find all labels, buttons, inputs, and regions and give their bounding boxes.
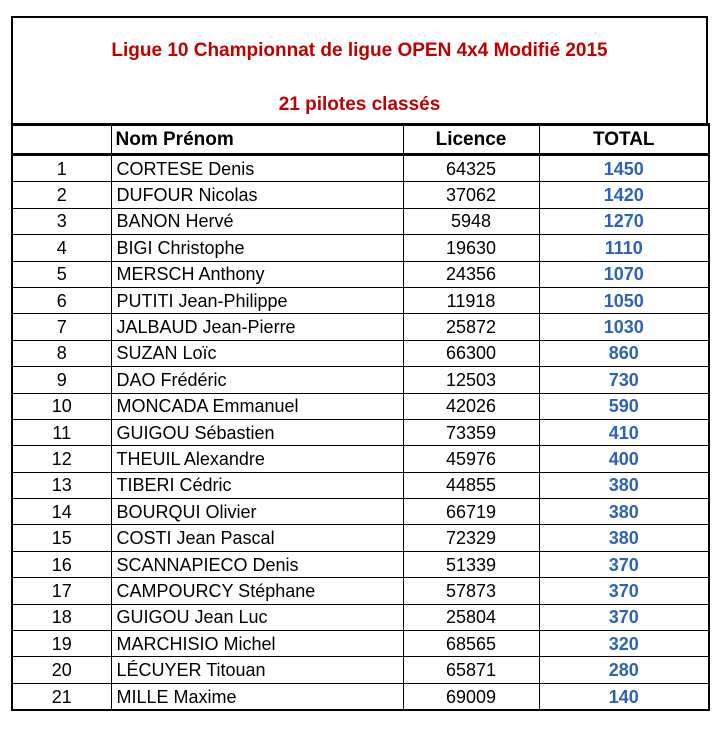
rank-cell: 2 [12, 182, 111, 208]
table-row [12, 631, 709, 657]
ranking-table [11, 123, 710, 711]
rank-cell: 9 [12, 367, 111, 393]
licence-cell: 25804 [403, 604, 539, 630]
rank-cell: 16 [12, 551, 111, 577]
table-row [12, 472, 709, 498]
name-cell: PUTITI Jean-Philippe [111, 287, 403, 313]
name-cell: BANON Hervé [111, 208, 403, 234]
name-cell: JALBAUD Jean-Pierre [111, 314, 403, 340]
licence-cell: 24356 [403, 261, 539, 287]
licence-cell: 5948 [403, 208, 539, 234]
championship-title: Ligue 10 Championnat de ligue OPEN 4x4 Modifié 2015 [111, 40, 608, 61]
table-row [12, 446, 709, 472]
licence-cell: 19630 [403, 235, 539, 261]
licence-cell: 72329 [403, 525, 539, 551]
table-row [12, 287, 709, 313]
total-cell: 410 [539, 419, 709, 445]
licence-cell: 69009 [403, 683, 539, 710]
rank-cell: 19 [12, 631, 111, 657]
table-header-row [12, 125, 709, 155]
rank-cell: 20 [12, 657, 111, 683]
licence-cell: 12503 [403, 367, 539, 393]
table-row [12, 393, 709, 419]
rank-cell: 21 [12, 683, 111, 710]
total-cell: 860 [539, 340, 709, 366]
rank-cell: 10 [12, 393, 111, 419]
total-cell: 370 [539, 604, 709, 630]
total-cell: 1030 [539, 314, 709, 340]
name-cell: SCANNAPIECO Denis [111, 551, 403, 577]
licence-cell: 37062 [403, 182, 539, 208]
total-cell: 730 [539, 367, 709, 393]
table-row [12, 155, 709, 182]
name-cell: DAO Frédéric [111, 367, 403, 393]
rank-cell: 15 [12, 525, 111, 551]
rank-cell: 12 [12, 446, 111, 472]
total-cell: 280 [539, 657, 709, 683]
licence-cell: 73359 [403, 419, 539, 445]
total-cell: 1070 [539, 261, 709, 287]
name-cell: SUZAN Loïc [111, 340, 403, 366]
rank-cell: 17 [12, 578, 111, 604]
table-row [12, 367, 709, 393]
rank-cell: 13 [12, 472, 111, 498]
licence-cell: 66719 [403, 499, 539, 525]
total-cell: 140 [539, 683, 709, 710]
pilots-count-subtitle: 21 pilotes classés [278, 94, 441, 115]
name-cell: LÉCUYER Titouan [111, 657, 403, 683]
name-cell: MONCADA Emmanuel [111, 393, 403, 419]
rank-cell: 3 [12, 208, 111, 234]
total-cell: 380 [539, 499, 709, 525]
rank-cell: 18 [12, 604, 111, 630]
name-cell: BIGI Christophe [111, 235, 403, 261]
total-cell: 1050 [539, 287, 709, 313]
name-cell: DUFOUR Nicolas [111, 182, 403, 208]
table-row [12, 340, 709, 366]
table-row [12, 314, 709, 340]
table-body [12, 155, 709, 711]
table-row [12, 551, 709, 577]
name-cell: MILLE Maxime [111, 683, 403, 710]
table-row [12, 208, 709, 234]
licence-cell: 11918 [403, 287, 539, 313]
licence-cell: 51339 [403, 551, 539, 577]
name-cell: MARCHISIO Michel [111, 631, 403, 657]
column-header-name: Nom Prénom [111, 125, 403, 155]
table-row [12, 182, 709, 208]
licence-cell: 64325 [403, 155, 539, 182]
total-cell: 380 [539, 525, 709, 551]
name-cell: THEUIL Alexandre [111, 446, 403, 472]
column-header-rank [12, 125, 111, 155]
column-header-total: TOTAL [539, 125, 709, 155]
total-cell: 590 [539, 393, 709, 419]
table-row [12, 419, 709, 445]
ranking-sheet [11, 16, 708, 711]
table-row [12, 604, 709, 630]
total-cell: 400 [539, 446, 709, 472]
name-cell: GUIGOU Sébastien [111, 419, 403, 445]
name-cell: TIBERI Cédric [111, 472, 403, 498]
rank-cell: 1 [12, 155, 111, 182]
total-cell: 380 [539, 472, 709, 498]
table-row [12, 499, 709, 525]
rank-cell: 14 [12, 499, 111, 525]
name-cell: MERSCH Anthony [111, 261, 403, 287]
rank-cell: 6 [12, 287, 111, 313]
licence-cell: 66300 [403, 340, 539, 366]
licence-cell: 42026 [403, 393, 539, 419]
rank-cell: 4 [12, 235, 111, 261]
total-cell: 1420 [539, 182, 709, 208]
total-cell: 320 [539, 631, 709, 657]
table-row [12, 578, 709, 604]
licence-cell: 44855 [403, 472, 539, 498]
rank-cell: 11 [12, 419, 111, 445]
table-row [12, 235, 709, 261]
table-row [12, 261, 709, 287]
table-row [12, 683, 709, 710]
total-cell: 370 [539, 551, 709, 577]
licence-cell: 25872 [403, 314, 539, 340]
name-cell: CORTESE Denis [111, 155, 403, 182]
name-cell: CAMPOURCY Stéphane [111, 578, 403, 604]
name-cell: COSTI Jean Pascal [111, 525, 403, 551]
total-cell: 370 [539, 578, 709, 604]
name-cell: GUIGOU Jean Luc [111, 604, 403, 630]
column-header-licence: Licence [403, 125, 539, 155]
total-cell: 1270 [539, 208, 709, 234]
licence-cell: 57873 [403, 578, 539, 604]
licence-cell: 68565 [403, 631, 539, 657]
total-cell: 1110 [539, 235, 709, 261]
rank-cell: 7 [12, 314, 111, 340]
header-box [11, 16, 708, 123]
table-row [12, 525, 709, 551]
licence-cell: 65871 [403, 657, 539, 683]
licence-cell: 45976 [403, 446, 539, 472]
table-row [12, 657, 709, 683]
rank-cell: 8 [12, 340, 111, 366]
rank-cell: 5 [12, 261, 111, 287]
name-cell: BOURQUI Olivier [111, 499, 403, 525]
total-cell: 1450 [539, 155, 709, 182]
